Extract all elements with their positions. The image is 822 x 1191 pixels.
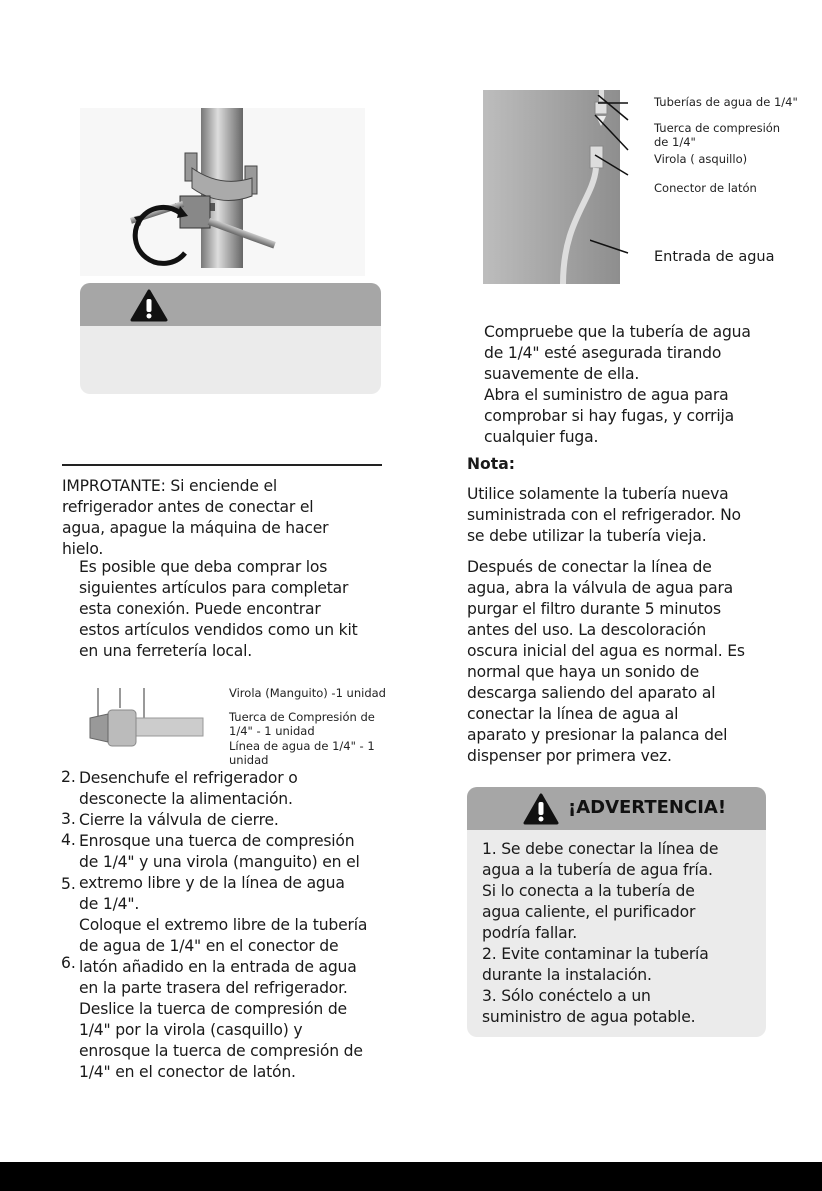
text-line: aparato y presionar la palanca del [467,726,728,744]
text-line: en una ferretería local. [79,642,253,660]
text-line: dispenser por primera vez. [467,747,672,765]
text-line: agua, abra la válvula de agua para [467,579,734,597]
text-line: enrosque la tuerca de compresión de [79,1042,363,1060]
text-line: descarga saliendo del aparato al [467,684,716,702]
text-line: antes del uso. La descoloración [467,621,707,639]
text-line: Utilice solamente la tubería nueva [467,485,729,503]
step-number: 6. [61,954,76,972]
text-line: Línea de agua de 1/4" - 1 [229,739,375,753]
important-paragraph [62,476,328,560]
text-line: suavemente de ella. [484,365,640,383]
note-paragraph-2 [467,557,745,767]
text-line: extremo libre y de la línea de agua [79,874,345,892]
text-line: 1/4" por la virola (casquillo) y [79,1021,303,1039]
caution-box [80,283,381,394]
text-line: 1/4" - 1 unidad [229,724,315,738]
text-line: de agua de 1/4" en el conector de [79,937,339,955]
note-title: Nota: [467,455,515,473]
text-line: de 1/4" y una virola (manguito) en el [79,853,360,871]
text-line: Tuerca de compresión [654,121,781,135]
ferrule-label: Virola ( asquillo) [654,152,748,166]
text-line: agua a la tubería de agua fría. [482,861,713,879]
pipe-clamp-illustration [80,108,365,276]
nut-label [654,121,780,149]
text-line: suministrada con el refrigerador. No [467,506,741,524]
water-line-label [229,739,375,767]
check-paragraph [484,322,751,448]
step-number: 2. [61,768,76,786]
nut-label [229,710,375,738]
text-line: Después de conectar la línea de [467,558,712,576]
warning-box [467,787,766,1037]
text-line: 2. Evite contaminar la tubería [482,945,709,963]
text-line: de 1/4" [654,135,696,149]
text-line: Coloque el extremo libre de la tubería [79,916,368,934]
pipe-label: Tuberías de agua de 1/4" [654,95,798,109]
ferrule-label: Virola (Manguito) -1 unidad [229,686,386,700]
purchase-paragraph [79,557,358,662]
text-line: Cierre la válvula de cierre. [79,811,279,829]
text-line: Compruebe que la tubería de agua [484,323,751,341]
text-line: 1. Se debe conectar la línea de [482,840,719,858]
steps-list [79,768,367,1083]
text-line: Es posible que deba comprar los [79,558,328,576]
text-line: refrigerador antes de conectar el [62,498,314,516]
footer-bar [0,1162,822,1191]
text-line: de 1/4". [79,895,140,913]
text-line: suministro de agua potable. [482,1008,696,1026]
text-line: Si lo conecta a la tubería de [482,882,695,900]
text-line: esta conexión. Puede encontrar [79,600,321,618]
warning-header [467,787,766,830]
text-line: Deslice la tuerca de compresión de [79,1000,347,1018]
warning-title: ¡ADVERTENCIA! [568,797,727,818]
text-line: agua, apague la máquina de hacer [62,519,329,537]
step-number: 4. [61,831,76,849]
section-divider [62,464,382,466]
text-line: purgar el filtro durante 5 minutos [467,600,721,618]
text-line: normal que haya un sonido de [467,663,699,681]
text-line: latón añadido en la entrada de agua [79,958,357,976]
step-number: 5. [61,875,76,893]
text-line: en la parte trasera del refrigerador. [79,979,348,997]
text-line: de 1/4" esté asegurada tirando [484,344,722,362]
text-line: cualquier fuga. [484,428,599,446]
inlet-label: Entrada de agua [654,249,775,265]
text-line: 3. Sólo conéctelo a un [482,987,651,1005]
text-line: agua caliente, el purificador [482,903,696,921]
text-line: podría fallar. [482,924,577,942]
warning-triangle-icon [523,793,559,825]
step-number: 3. [61,810,76,828]
text-line: Desenchufe el refrigerador o [79,769,298,787]
text-line: comprobar si hay fugas, y corrija [484,407,735,425]
parts-kit-illustration [68,688,208,768]
text-line: se debe utilizar la tubería vieja. [467,527,707,545]
diagram-leader-lines [590,95,650,265]
text-line: Abra el suministro de agua para [484,386,729,404]
text-line: hielo. [62,540,104,558]
text-line: conectar la línea de agua al [467,705,679,723]
text-line: unidad [229,753,269,767]
text-line: estos artículos vendidos como un kit [79,621,358,639]
text-line: oscura inicial del agua es normal. Es [467,642,745,660]
connector-label: Conector de latón [654,181,757,195]
text-line: durante la instalación. [482,966,652,984]
text-line: 1/4" en el conector de latón. [79,1063,296,1081]
text-line: siguientes artículos para completar [79,579,349,597]
text-line: Tuerca de Compresión de [229,710,375,724]
text-line: desconecte la alimentación. [79,790,293,808]
text-line: IMPROTANTE: Si enciende el [62,477,278,495]
warning-triangle-icon [130,289,168,322]
caution-header [80,283,381,326]
note-paragraph-1 [467,484,741,547]
text-line: Enrosque una tuerca de compresión [79,832,355,850]
warning-text [482,839,718,1028]
